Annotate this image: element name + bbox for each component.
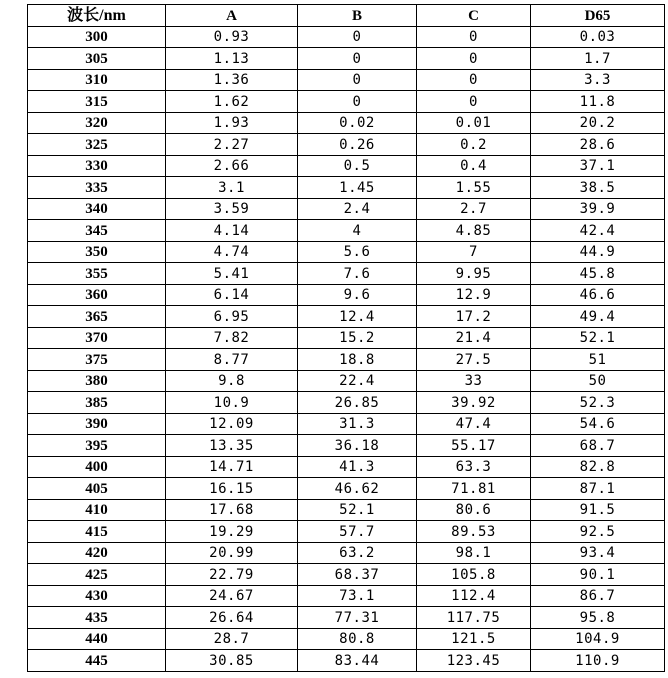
cell-a[interactable]: 28.7 (166, 628, 298, 650)
cell-wavelength[interactable]: 310 (28, 69, 166, 91)
cell-d65[interactable]: 46.6 (531, 284, 665, 306)
cell-c[interactable]: 12.9 (417, 284, 531, 306)
cell-a[interactable]: 2.27 (166, 134, 298, 156)
table-row (28, 542, 665, 564)
cell-wavelength[interactable]: 315 (28, 91, 166, 113)
cell-b[interactable]: 73.1 (298, 585, 417, 607)
table-row (28, 456, 665, 478)
cell-d65[interactable]: 0.03 (531, 26, 665, 48)
cell-b[interactable]: 1.45 (298, 177, 417, 199)
cell-a[interactable]: 17.68 (166, 499, 298, 521)
cell-c[interactable]: 71.81 (417, 478, 531, 500)
cell-c[interactable]: 55.17 (417, 435, 531, 457)
table-row (28, 499, 665, 521)
cell-c[interactable]: 7 (417, 241, 531, 263)
cell-wavelength[interactable]: 305 (28, 48, 166, 70)
cell-a[interactable]: 14.71 (166, 456, 298, 478)
cell-b[interactable]: 5.6 (298, 241, 417, 263)
spd-table (27, 4, 665, 672)
cell-wavelength[interactable]: 395 (28, 435, 166, 457)
cell-c[interactable]: 0.4 (417, 155, 531, 177)
table-row (28, 392, 665, 414)
cell-b[interactable]: 12.4 (298, 306, 417, 328)
cell-d65[interactable]: 86.7 (531, 585, 665, 607)
cell-d65[interactable]: 11.8 (531, 91, 665, 113)
cell-b[interactable]: 4 (298, 220, 417, 242)
cell-d65[interactable]: 90.1 (531, 564, 665, 586)
cell-d65[interactable]: 3.3 (531, 69, 665, 91)
cell-b[interactable]: 0.5 (298, 155, 417, 177)
cell-b[interactable]: 36.18 (298, 435, 417, 457)
cell-wavelength[interactable]: 370 (28, 327, 166, 349)
cell-c[interactable]: 0 (417, 48, 531, 70)
cell-wavelength[interactable]: 325 (28, 134, 166, 156)
cell-wavelength[interactable]: 365 (28, 306, 166, 328)
cell-wavelength[interactable]: 340 (28, 198, 166, 220)
table-row (28, 628, 665, 650)
table-body (28, 26, 665, 671)
cell-b[interactable]: 0 (298, 48, 417, 70)
cell-a[interactable]: 6.95 (166, 306, 298, 328)
cell-wavelength[interactable]: 425 (28, 564, 166, 586)
cell-a[interactable]: 3.59 (166, 198, 298, 220)
cell-a[interactable]: 0.93 (166, 26, 298, 48)
table-row (28, 177, 665, 199)
cell-d65[interactable]: 37.1 (531, 155, 665, 177)
cell-a[interactable]: 3.1 (166, 177, 298, 199)
cell-b[interactable]: 0 (298, 26, 417, 48)
cell-b[interactable]: 0.02 (298, 112, 417, 134)
cell-d65[interactable]: 104.9 (531, 628, 665, 650)
cell-b[interactable]: 57.7 (298, 521, 417, 543)
cell-c[interactable]: 47.4 (417, 413, 531, 435)
cell-wavelength[interactable]: 390 (28, 413, 166, 435)
table-row (28, 91, 665, 113)
cell-wavelength[interactable]: 385 (28, 392, 166, 414)
cell-wavelength[interactable]: 330 (28, 155, 166, 177)
cell-wavelength[interactable]: 420 (28, 542, 166, 564)
cell-d65[interactable]: 28.6 (531, 134, 665, 156)
cell-d65[interactable]: 92.5 (531, 521, 665, 543)
cell-wavelength[interactable]: 320 (28, 112, 166, 134)
cell-d65[interactable]: 91.5 (531, 499, 665, 521)
table-row (28, 284, 665, 306)
table-row (28, 69, 665, 91)
cell-wavelength[interactable]: 445 (28, 650, 166, 672)
cell-a[interactable]: 10.9 (166, 392, 298, 414)
cell-c[interactable]: 105.8 (417, 564, 531, 586)
cell-b[interactable]: 83.44 (298, 650, 417, 672)
cell-c[interactable]: 39.92 (417, 392, 531, 414)
cell-d65[interactable]: 1.7 (531, 48, 665, 70)
cell-d65[interactable]: 49.4 (531, 306, 665, 328)
cell-a[interactable]: 1.36 (166, 69, 298, 91)
cell-d65[interactable]: 45.8 (531, 263, 665, 285)
cell-d65[interactable]: 51 (531, 349, 665, 371)
table-row (28, 478, 665, 500)
cell-a[interactable]: 16.15 (166, 478, 298, 500)
cell-wavelength[interactable]: 375 (28, 349, 166, 371)
table-row (28, 521, 665, 543)
cell-wavelength[interactable]: 345 (28, 220, 166, 242)
cell-d65[interactable]: 38.5 (531, 177, 665, 199)
cell-c[interactable]: 4.85 (417, 220, 531, 242)
cell-b[interactable]: 0.26 (298, 134, 417, 156)
header-illuminant-b[interactable]: B (298, 5, 417, 27)
cell-wavelength[interactable]: 430 (28, 585, 166, 607)
cell-d65[interactable]: 82.8 (531, 456, 665, 478)
cell-c[interactable]: 21.4 (417, 327, 531, 349)
cell-c[interactable]: 0.01 (417, 112, 531, 134)
table-row (28, 220, 665, 242)
cell-a[interactable]: 2.66 (166, 155, 298, 177)
cell-c[interactable]: 80.6 (417, 499, 531, 521)
cell-c[interactable]: 112.4 (417, 585, 531, 607)
cell-b[interactable]: 15.2 (298, 327, 417, 349)
cell-d65[interactable]: 93.4 (531, 542, 665, 564)
cell-b[interactable]: 63.2 (298, 542, 417, 564)
table-row (28, 370, 665, 392)
cell-a[interactable]: 26.64 (166, 607, 298, 629)
cell-b[interactable]: 80.8 (298, 628, 417, 650)
cell-wavelength[interactable]: 350 (28, 241, 166, 263)
cell-b[interactable]: 52.1 (298, 499, 417, 521)
cell-b[interactable]: 31.3 (298, 413, 417, 435)
cell-c[interactable]: 0 (417, 91, 531, 113)
cell-a[interactable]: 9.8 (166, 370, 298, 392)
cell-d65[interactable]: 44.9 (531, 241, 665, 263)
table-row (28, 413, 665, 435)
cell-c[interactable]: 33 (417, 370, 531, 392)
header-illuminant-c[interactable]: C (417, 5, 531, 27)
cell-a[interactable]: 4.74 (166, 241, 298, 263)
cell-wavelength[interactable]: 335 (28, 177, 166, 199)
table-row (28, 650, 665, 672)
cell-a[interactable]: 1.13 (166, 48, 298, 70)
cell-c[interactable]: 27.5 (417, 349, 531, 371)
cell-wavelength[interactable]: 360 (28, 284, 166, 306)
cell-b[interactable]: 18.8 (298, 349, 417, 371)
cell-a[interactable]: 6.14 (166, 284, 298, 306)
cell-wavelength[interactable]: 435 (28, 607, 166, 629)
cell-d65[interactable]: 87.1 (531, 478, 665, 500)
cell-wavelength[interactable]: 400 (28, 456, 166, 478)
cell-c[interactable]: 1.55 (417, 177, 531, 199)
cell-c[interactable]: 89.53 (417, 521, 531, 543)
cell-c[interactable]: 2.7 (417, 198, 531, 220)
table-row (28, 607, 665, 629)
cell-c[interactable]: 0 (417, 69, 531, 91)
cell-d65[interactable]: 20.2 (531, 112, 665, 134)
cell-a[interactable]: 24.67 (166, 585, 298, 607)
header-illuminant-d65[interactable]: D65 (531, 5, 665, 27)
cell-a[interactable]: 5.41 (166, 263, 298, 285)
cell-wavelength[interactable]: 380 (28, 370, 166, 392)
cell-c[interactable]: 63.3 (417, 456, 531, 478)
table-row (28, 198, 665, 220)
cell-a[interactable]: 20.99 (166, 542, 298, 564)
cell-b[interactable]: 41.3 (298, 456, 417, 478)
cell-wavelength[interactable]: 405 (28, 478, 166, 500)
cell-d65[interactable]: 52.1 (531, 327, 665, 349)
cell-b[interactable]: 9.6 (298, 284, 417, 306)
cell-b[interactable]: 7.6 (298, 263, 417, 285)
cell-d65[interactable]: 110.9 (531, 650, 665, 672)
cell-c[interactable]: 0.2 (417, 134, 531, 156)
table-row (28, 134, 665, 156)
table-row (28, 263, 665, 285)
table-row (28, 564, 665, 586)
cell-d65[interactable]: 54.6 (531, 413, 665, 435)
table-row (28, 349, 665, 371)
cell-b[interactable]: 0 (298, 69, 417, 91)
cell-wavelength[interactable]: 410 (28, 499, 166, 521)
cell-b[interactable]: 26.85 (298, 392, 417, 414)
table-row (28, 585, 665, 607)
table-row (28, 26, 665, 48)
cell-c[interactable]: 17.2 (417, 306, 531, 328)
cell-b[interactable]: 77.31 (298, 607, 417, 629)
table-row (28, 48, 665, 70)
table-row (28, 241, 665, 263)
table-row (28, 112, 665, 134)
cell-wavelength[interactable]: 300 (28, 26, 166, 48)
cell-a[interactable]: 7.82 (166, 327, 298, 349)
cell-c[interactable]: 0 (417, 26, 531, 48)
cell-a[interactable]: 12.09 (166, 413, 298, 435)
cell-c[interactable]: 121.5 (417, 628, 531, 650)
cell-d65[interactable]: 95.8 (531, 607, 665, 629)
cell-b[interactable]: 2.4 (298, 198, 417, 220)
header-illuminant-a[interactable]: A (166, 5, 298, 27)
cell-a[interactable]: 30.85 (166, 650, 298, 672)
cell-b[interactable]: 0 (298, 91, 417, 113)
cell-wavelength[interactable]: 415 (28, 521, 166, 543)
header-row (28, 5, 665, 27)
cell-wavelength[interactable]: 440 (28, 628, 166, 650)
table-row (28, 306, 665, 328)
cell-c[interactable]: 117.75 (417, 607, 531, 629)
cell-b[interactable]: 22.4 (298, 370, 417, 392)
cell-a[interactable]: 8.77 (166, 349, 298, 371)
cell-d65[interactable]: 42.4 (531, 220, 665, 242)
cell-a[interactable]: 19.29 (166, 521, 298, 543)
cell-a[interactable]: 22.79 (166, 564, 298, 586)
cell-d65[interactable]: 52.3 (531, 392, 665, 414)
cell-a[interactable]: 4.14 (166, 220, 298, 242)
table-row (28, 435, 665, 457)
cell-c[interactable]: 9.95 (417, 263, 531, 285)
cell-a[interactable]: 1.62 (166, 91, 298, 113)
cell-d65[interactable]: 68.7 (531, 435, 665, 457)
cell-wavelength[interactable]: 355 (28, 263, 166, 285)
table-row (28, 155, 665, 177)
cell-c[interactable]: 123.45 (417, 650, 531, 672)
cell-d65[interactable]: 39.9 (531, 198, 665, 220)
cell-b[interactable]: 46.62 (298, 478, 417, 500)
cell-a[interactable]: 13.35 (166, 435, 298, 457)
table-row (28, 327, 665, 349)
header-wavelength[interactable]: 波长/nm (28, 5, 166, 27)
cell-a[interactable]: 1.93 (166, 112, 298, 134)
cell-d65[interactable]: 50 (531, 370, 665, 392)
cell-b[interactable]: 68.37 (298, 564, 417, 586)
cell-c[interactable]: 98.1 (417, 542, 531, 564)
